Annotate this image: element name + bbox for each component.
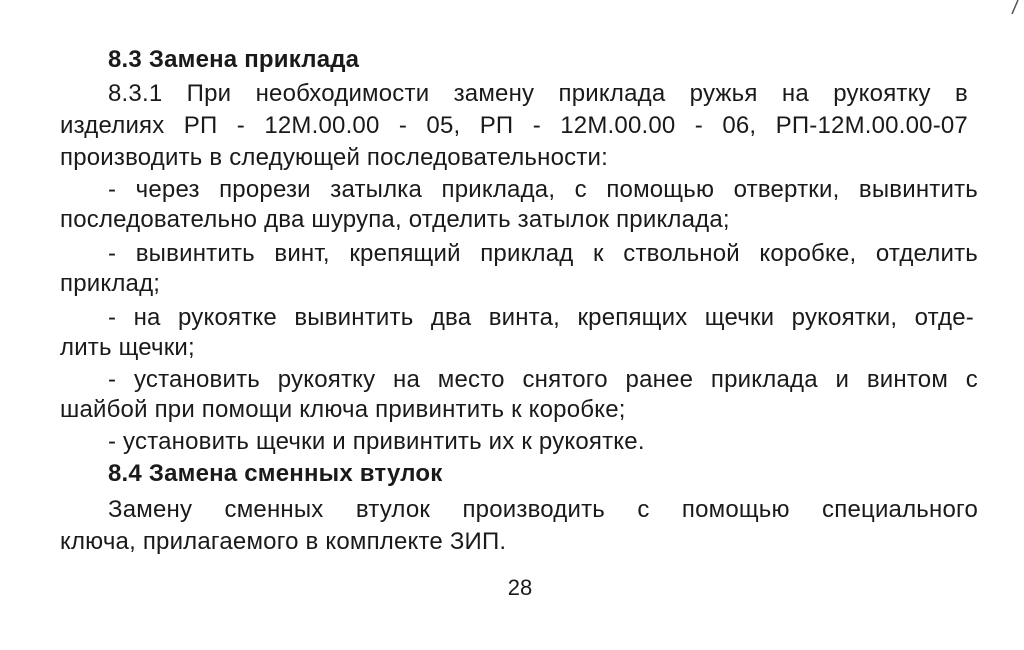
paragraph-line: ключа, прилагаемого в комплекте ЗИП. [60,528,507,555]
paragraph-line: Замену сменных втулок производить с помощью специального [108,496,978,523]
paragraph-line: лить щечки; [60,334,195,361]
paragraph-line: - установить рукоятку на место снятого ранее приклада и винтом с [108,366,978,393]
paragraph-line: 8.3.1 При необходимости замену приклада ружья на рукоятку в [108,80,968,107]
paragraph-line: - через прорези затылка приклада, с помощью отвертки, вывинтить [108,176,978,203]
heading-8-3: 8.3 Замена приклада [108,46,360,73]
scan-edge-mark-icon [1010,0,1020,18]
paragraph-line: приклад; [60,270,161,297]
paragraph-line: шайбой при помощи ключа привинтить к коробке; [60,396,626,423]
paragraph-line: производить в следующей последовательности: [60,144,608,171]
paragraph-line: - установить щечки и привинтить их к рукоятке. [108,428,645,455]
heading-8-4: 8.4 Замена сменных втулок [108,460,443,487]
paragraph-line: - на рукоятке вывинтить два винта, крепящих щечки рукоятки, отде- [108,304,974,331]
paragraph-line: последовательно два шурупа, отделить затылок приклада; [60,206,730,233]
paragraph-line: - вывинтить винт, крепящий приклад к ствольной коробке, отделить [108,240,978,267]
paragraph-line: изделиях РП - 12М.00.00 - 05, РП - 12М.00.00 - 06, РП-12М.00.00-07 [60,112,968,139]
page-number: 28 [507,575,533,600]
